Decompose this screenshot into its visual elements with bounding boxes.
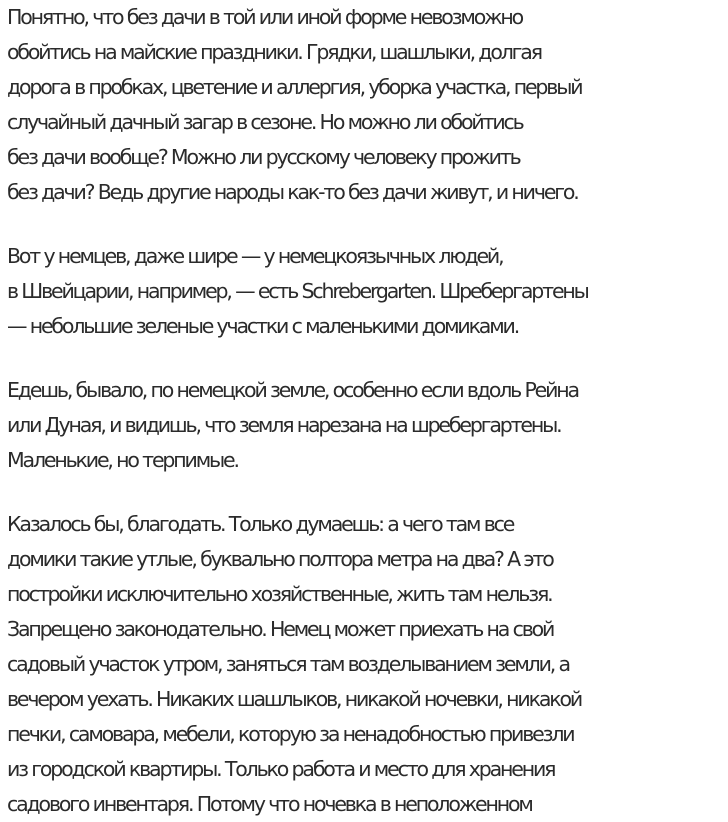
- text-line: постройки исключительно хозяйственные, жить там нельзя.: [7, 582, 552, 606]
- text-line: печки, самовара, мебели, которую за ненадобностью привезли: [7, 722, 574, 746]
- paragraph-gap: [7, 478, 728, 507]
- text-line: в Швейцарии, например, — есть Schrebergarten. Шребергартены: [7, 279, 588, 303]
- text-line: обойтись на майские праздники. Грядки, шашлыки, долгая: [7, 40, 541, 64]
- text-line: из городской квартиры. Только работа и место для хранения: [7, 757, 555, 781]
- text-line: Маленькие, но терпимые.: [7, 448, 238, 472]
- text-line: без дачи вообще? Можно ли русскому человеку прожить: [7, 145, 520, 169]
- text-line: Вот у немцев, даже шире — у немецкоязычных людей,: [7, 244, 503, 268]
- text-line: садового инвентаря. Потому что ночевка в неположенном: [7, 792, 532, 816]
- text-line: домики такие утлые, буквально полтора метра на два? А это: [7, 547, 553, 571]
- paragraph-gap: [7, 210, 728, 239]
- paragraph-gap: [7, 344, 728, 373]
- text-line: дорога в пробках, цветение и аллергия, уборка участка, первый: [7, 75, 582, 99]
- text-line: Едешь, бывало, по немецкой земле, особенно если вдоль Рейна: [7, 378, 578, 402]
- text-line: вечером уехать. Никаких шашлыков, никакой ночевки, никакой: [7, 687, 582, 711]
- text-line: Запрещено законодательно. Немец может приехать на свой: [7, 617, 554, 641]
- text-line: Понятно, что без дачи в той или иной форме невозможно: [7, 5, 523, 29]
- text-line: без дачи? Ведь другие народы как-то без дачи живут, и ничего.: [7, 180, 578, 204]
- text-line: — небольшие зеленые участки с маленькими домиками.: [7, 314, 519, 338]
- text-line: случайный дачный загар в сезоне. Но можно ли обойтись: [7, 110, 523, 134]
- text-line: или Дуная, и видишь, что земля нарезана на шребергартены.: [7, 413, 561, 437]
- text-line: садовый участок утром, заняться там возделыванием земли, а: [7, 652, 569, 676]
- text-line: Казалось бы, благодать. Только думаешь: а чего там все: [7, 512, 514, 536]
